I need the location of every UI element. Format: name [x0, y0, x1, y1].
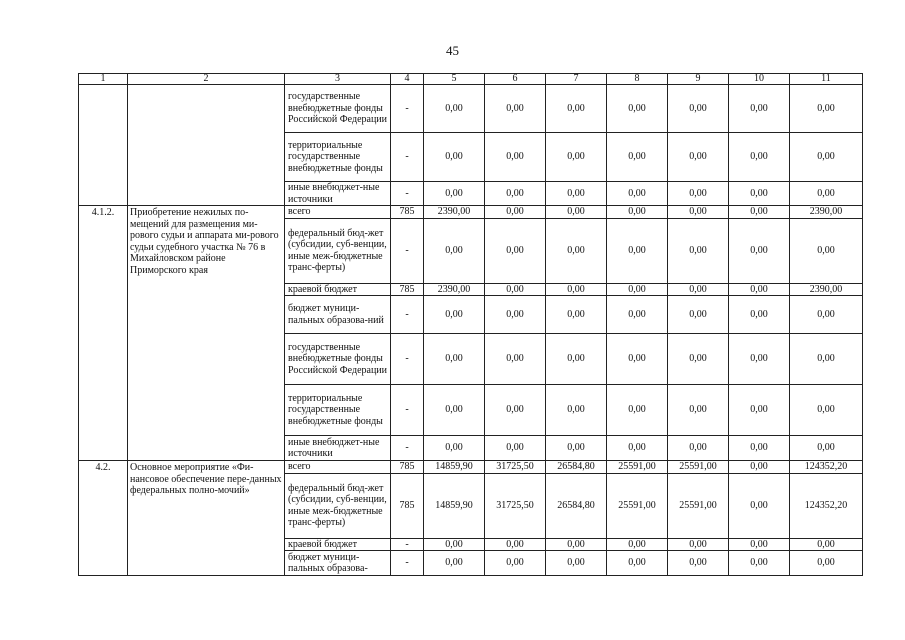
code-cell: 785 — [391, 473, 424, 538]
item-code — [79, 85, 128, 206]
amount-cell: 0,00 — [668, 85, 729, 133]
amount-cell: 0,00 — [668, 206, 729, 219]
amount-cell: 25591,00 — [607, 473, 668, 538]
code-cell: - — [391, 436, 424, 461]
code-cell: - — [391, 182, 424, 206]
code-cell: - — [391, 218, 424, 283]
column-header: 10 — [729, 74, 790, 85]
code-cell: - — [391, 385, 424, 436]
funding-source: бюджет муници-пальных образова- — [285, 551, 391, 576]
amount-cell: 26584,80 — [546, 461, 607, 474]
amount-cell: 0,00 — [424, 551, 485, 576]
amount-cell: 0,00 — [546, 538, 607, 551]
funding-source: территориальные государственные внебюджетные фонды — [285, 385, 391, 436]
amount-cell: 0,00 — [790, 85, 863, 133]
amount-cell: 0,00 — [607, 283, 668, 296]
amount-cell: 0,00 — [729, 182, 790, 206]
item-code: 4.2. — [79, 461, 128, 576]
amount-cell: 0,00 — [729, 283, 790, 296]
amount-cell: 0,00 — [607, 551, 668, 576]
amount-cell: 0,00 — [668, 283, 729, 296]
column-header: 11 — [790, 74, 863, 85]
item-code: 4.1.2. — [79, 206, 128, 461]
amount-cell: 0,00 — [546, 436, 607, 461]
amount-cell: 0,00 — [424, 85, 485, 133]
amount-cell: 0,00 — [790, 436, 863, 461]
amount-cell: 0,00 — [729, 538, 790, 551]
amount-cell: 0,00 — [729, 296, 790, 334]
amount-cell: 25591,00 — [668, 473, 729, 538]
amount-cell: 0,00 — [729, 461, 790, 474]
code-cell: - — [391, 296, 424, 334]
column-header: 9 — [668, 74, 729, 85]
amount-cell: 0,00 — [546, 85, 607, 133]
column-header: 8 — [607, 74, 668, 85]
funding-source: краевой бюджет — [285, 283, 391, 296]
table-header-row — [79, 74, 863, 85]
amount-cell: 0,00 — [485, 133, 546, 182]
amount-cell: 0,00 — [607, 296, 668, 334]
code-cell: - — [391, 538, 424, 551]
column-header: 5 — [424, 74, 485, 85]
amount-cell: 0,00 — [546, 334, 607, 385]
column-header: 1 — [79, 74, 128, 85]
amount-cell: 0,00 — [485, 218, 546, 283]
amount-cell: 0,00 — [424, 538, 485, 551]
amount-cell: 0,00 — [546, 182, 607, 206]
funding-source: федеральный бюд-жет (субсидии, суб-венции, иные меж-бюджетные транс-ферты) — [285, 218, 391, 283]
funding-source: территориальные государственные внебюджетные фонды — [285, 133, 391, 182]
column-header: 6 — [485, 74, 546, 85]
amount-cell: 26584,80 — [546, 473, 607, 538]
amount-cell: 0,00 — [485, 206, 546, 219]
funding-source: государственные внебюджетные фонды Российской Федерации — [285, 85, 391, 133]
amount-cell: 0,00 — [546, 385, 607, 436]
amount-cell: 0,00 — [424, 182, 485, 206]
code-cell: - — [391, 85, 424, 133]
amount-cell: 0,00 — [729, 334, 790, 385]
funding-source: бюджет муници-пальных образова-ний — [285, 296, 391, 334]
amount-cell: 0,00 — [546, 206, 607, 219]
amount-cell: 0,00 — [729, 133, 790, 182]
item-title — [128, 85, 285, 206]
amount-cell: 0,00 — [424, 133, 485, 182]
amount-cell: 124352,20 — [790, 461, 863, 474]
amount-cell: 0,00 — [485, 385, 546, 436]
item-title: Основное мероприятие «Фи-нансовое обеспечение пере-данных федеральных полно-мочий» — [128, 461, 285, 576]
amount-cell: 2390,00 — [424, 206, 485, 219]
funding-source: всего — [285, 206, 391, 219]
amount-cell: 0,00 — [790, 538, 863, 551]
code-cell: - — [391, 334, 424, 385]
code-cell: - — [391, 551, 424, 576]
funding-source: федеральный бюд-жет (субсидии, суб-венции, иные меж-бюджетные транс-ферты) — [285, 473, 391, 538]
code-cell: 785 — [391, 461, 424, 474]
amount-cell: 0,00 — [729, 218, 790, 283]
amount-cell: 0,00 — [607, 334, 668, 385]
amount-cell: 0,00 — [668, 133, 729, 182]
amount-cell: 0,00 — [607, 385, 668, 436]
column-header: 7 — [546, 74, 607, 85]
amount-cell: 0,00 — [668, 551, 729, 576]
funding-source: государственные внебюджетные фонды Российской Федерации — [285, 334, 391, 385]
amount-cell: 31725,50 — [485, 461, 546, 474]
amount-cell: 0,00 — [729, 436, 790, 461]
amount-cell: 0,00 — [729, 385, 790, 436]
amount-cell: 0,00 — [485, 551, 546, 576]
amount-cell: 0,00 — [607, 206, 668, 219]
funding-source: иные внебюджет-ные источники — [285, 436, 391, 461]
funding-source: иные внебюджет-ные источники — [285, 182, 391, 206]
amount-cell: 0,00 — [485, 436, 546, 461]
amount-cell: 0,00 — [668, 218, 729, 283]
amount-cell: 0,00 — [790, 334, 863, 385]
amount-cell: 0,00 — [790, 218, 863, 283]
amount-cell: 14859,90 — [424, 473, 485, 538]
code-cell: - — [391, 133, 424, 182]
amount-cell: 0,00 — [790, 385, 863, 436]
amount-cell: 0,00 — [729, 473, 790, 538]
amount-cell: 0,00 — [668, 296, 729, 334]
amount-cell: 0,00 — [607, 85, 668, 133]
code-cell: 785 — [391, 206, 424, 219]
amount-cell: 0,00 — [668, 182, 729, 206]
amount-cell: 0,00 — [485, 283, 546, 296]
amount-cell: 0,00 — [607, 436, 668, 461]
amount-cell: 0,00 — [607, 538, 668, 551]
amount-cell: 0,00 — [485, 538, 546, 551]
amount-cell: 0,00 — [485, 85, 546, 133]
code-cell: 785 — [391, 283, 424, 296]
amount-cell: 14859,90 — [424, 461, 485, 474]
amount-cell: 25591,00 — [607, 461, 668, 474]
amount-cell: 0,00 — [546, 283, 607, 296]
amount-cell: 0,00 — [424, 218, 485, 283]
amount-cell: 0,00 — [546, 218, 607, 283]
funding-source: всего — [285, 461, 391, 474]
amount-cell: 0,00 — [668, 385, 729, 436]
amount-cell: 0,00 — [546, 133, 607, 182]
amount-cell: 0,00 — [668, 538, 729, 551]
table-row — [79, 85, 863, 133]
amount-cell: 0,00 — [546, 296, 607, 334]
amount-cell: 0,00 — [729, 551, 790, 576]
column-header: 4 — [391, 74, 424, 85]
amount-cell: 0,00 — [668, 334, 729, 385]
amount-cell: 0,00 — [729, 85, 790, 133]
item-title: Приобретение нежилых по-мещений для размещения ми-рового судьи и аппарата ми-рового судьи судебного участка № 76 в Михайловском районе Приморского края — [128, 206, 285, 461]
amount-cell: 2390,00 — [424, 283, 485, 296]
amount-cell: 0,00 — [607, 218, 668, 283]
amount-cell: 0,00 — [424, 296, 485, 334]
amount-cell: 0,00 — [729, 206, 790, 219]
column-header: 2 — [128, 74, 285, 85]
amount-cell: 0,00 — [607, 182, 668, 206]
amount-cell: 0,00 — [790, 182, 863, 206]
amount-cell: 0,00 — [668, 436, 729, 461]
amount-cell: 124352,20 — [790, 473, 863, 538]
amount-cell: 2390,00 — [790, 283, 863, 296]
amount-cell: 0,00 — [546, 551, 607, 576]
amount-cell: 2390,00 — [790, 206, 863, 219]
amount-cell: 0,00 — [485, 182, 546, 206]
amount-cell: 0,00 — [485, 334, 546, 385]
amount-cell: 25591,00 — [668, 461, 729, 474]
amount-cell: 0,00 — [607, 133, 668, 182]
amount-cell: 0,00 — [790, 551, 863, 576]
amount-cell: 0,00 — [424, 436, 485, 461]
page-number: 45 — [446, 43, 459, 58]
funding-source: краевой бюджет — [285, 538, 391, 551]
amount-cell: 0,00 — [790, 296, 863, 334]
amount-cell: 0,00 — [790, 133, 863, 182]
amount-cell: 0,00 — [485, 296, 546, 334]
table-row — [79, 206, 863, 219]
amount-cell: 0,00 — [424, 385, 485, 436]
amount-cell: 31725,50 — [485, 473, 546, 538]
budget-table — [78, 73, 863, 576]
column-header: 3 — [285, 74, 391, 85]
table-row — [79, 461, 863, 474]
amount-cell: 0,00 — [424, 334, 485, 385]
